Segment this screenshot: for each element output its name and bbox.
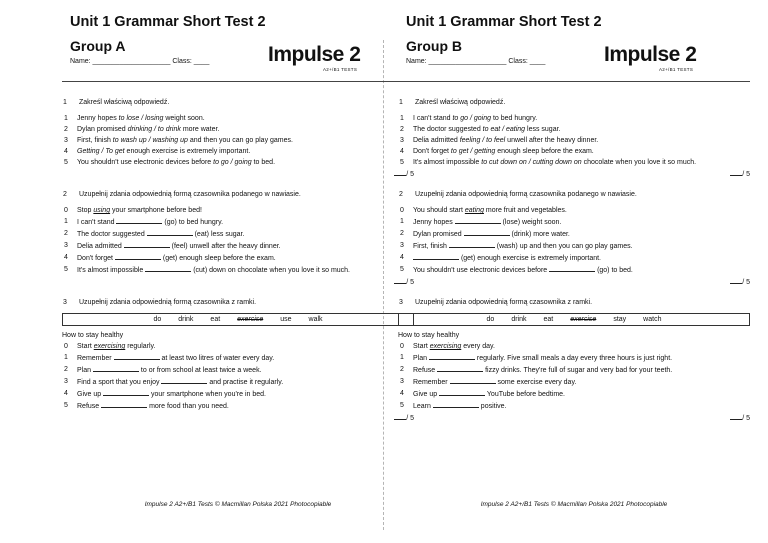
item-text-before: Start	[77, 343, 94, 350]
item-text	[77, 216, 414, 228]
item-number: 5	[64, 266, 68, 273]
question-item	[62, 352, 414, 364]
answer-options[interactable]: to go / going	[452, 115, 492, 122]
question-item	[62, 264, 414, 276]
task-1	[62, 97, 414, 180]
item-text-before: Remember	[77, 355, 114, 362]
unit-title: Unit 1 Grammar Short Test 2	[70, 14, 266, 30]
item-text-after: weight soon.	[163, 115, 205, 122]
item-text	[413, 400, 750, 412]
item-text	[413, 157, 750, 168]
item-text-before: Don't forget	[77, 255, 115, 262]
answer-options[interactable]: feeling / to feel	[459, 137, 506, 144]
item-text-before: You shouldn't use electronic devices before	[413, 267, 550, 274]
word-box-item: stay	[613, 316, 627, 323]
task-heading	[398, 97, 750, 108]
item-text-after: (go) to bed hungry.	[162, 219, 224, 226]
answer-blank[interactable]	[124, 240, 170, 248]
answer-options[interactable]: to eat / eating	[482, 126, 526, 133]
item-text-before: Delia admitted	[413, 137, 460, 144]
item-text	[413, 240, 750, 252]
item-text-after: (lose) weight soon.	[500, 219, 562, 226]
item-text	[77, 388, 414, 400]
score-max: / 5	[742, 415, 750, 422]
question-item	[398, 264, 750, 276]
item-text	[413, 341, 750, 352]
example-item	[398, 341, 750, 352]
item-text-after: (get) enough exercise is extremely important.	[459, 255, 602, 262]
item-text-after: more fruit and vegetables.	[483, 207, 567, 214]
item-text-after: YouTube before bedtime.	[485, 391, 565, 398]
item-text-after: (feel) unwell after the heavy dinner.	[169, 243, 281, 250]
name-class-line: Name: ____________________ Class: ____	[70, 58, 210, 65]
group-b-column	[398, 0, 750, 543]
task-number: 3	[63, 299, 67, 306]
item-number: 4	[400, 148, 404, 155]
question-item	[398, 388, 750, 400]
word-box-item: drink	[511, 316, 527, 323]
logo-subtitle: A2+/B1 TESTS	[323, 67, 358, 72]
item-text-before: Don't forget	[413, 148, 451, 155]
item-number: 1	[64, 115, 68, 122]
question-item	[62, 146, 414, 157]
logo-subtitle: A2+/B1 TESTS	[659, 67, 694, 72]
item-text	[77, 146, 414, 157]
question-item	[398, 400, 750, 412]
item-text	[413, 228, 750, 240]
item-text-before: Dylan promised	[413, 231, 464, 238]
answer-blank[interactable]	[429, 352, 475, 360]
question-item	[62, 135, 414, 146]
word-box-item: drink	[178, 316, 194, 323]
item-text	[77, 341, 414, 352]
item-number: 1	[64, 354, 68, 361]
task-heading	[62, 189, 414, 200]
task-1	[398, 97, 750, 180]
item-text-after: (eat) less sugar.	[192, 231, 245, 238]
task-3	[62, 297, 414, 424]
section-heading: How to stay healthy	[62, 332, 124, 339]
item-number: 5	[400, 402, 404, 409]
answer-options[interactable]: Getting / To get	[77, 148, 125, 155]
item-text-after: more food than you need.	[147, 403, 229, 410]
question-item	[398, 364, 750, 376]
item-number: 5	[64, 402, 68, 409]
item-text	[77, 157, 414, 168]
question-item	[62, 364, 414, 376]
question-item	[398, 157, 750, 168]
task-heading	[398, 189, 750, 200]
item-text-after: and then you can go play games.	[187, 137, 293, 144]
item-text-after: fizzy drinks. They're full of sugar and very bad for your teeth.	[483, 367, 673, 374]
item-number: 1	[400, 354, 404, 361]
example-item	[62, 341, 414, 352]
question-item	[62, 376, 414, 388]
item-text	[413, 146, 750, 157]
task-number: 2	[399, 191, 403, 198]
item-text	[77, 352, 414, 364]
question-item	[398, 146, 750, 157]
section-heading: How to stay healthy	[398, 332, 460, 339]
item-text-after: (cut) down on chocolate when you love it so much.	[191, 267, 351, 274]
item-text-before: Learn	[413, 403, 433, 410]
item-text	[413, 388, 750, 400]
answer-blank[interactable]	[161, 376, 207, 384]
item-text-after: (wash) up and then you can go play games.	[494, 243, 633, 250]
score-max: / 5	[742, 171, 750, 178]
item-text	[413, 376, 750, 388]
word-box-item: exercise	[237, 316, 264, 323]
logo-word: Impulse 2	[268, 43, 361, 66]
question-item	[62, 157, 414, 168]
answer-options[interactable]: to wash up / washing up	[112, 137, 188, 144]
item-number: 0	[400, 207, 404, 214]
item-text-before: Jenny hopes	[77, 115, 119, 122]
answer-options[interactable]: to cut down on / cutting down on	[481, 159, 582, 166]
question-item	[398, 352, 750, 364]
question-item	[398, 216, 750, 228]
item-text-before: Delia admitted	[77, 243, 124, 250]
item-number: 4	[64, 390, 68, 397]
example-item	[398, 205, 750, 216]
item-text-after: unwell after the heavy dinner.	[505, 137, 599, 144]
impulse-logo	[268, 44, 408, 78]
item-number: 2	[64, 230, 68, 237]
item-text-before: It's almost impossible	[77, 267, 146, 274]
item-number: 0	[64, 207, 68, 214]
item-text-after: some exercise every day.	[495, 379, 577, 386]
item-text-before: Give up	[77, 391, 104, 398]
item-text-after: positive.	[478, 403, 507, 410]
score-blank[interactable]	[730, 412, 742, 420]
word-box-item: walk	[308, 316, 323, 323]
word-box	[398, 313, 750, 326]
question-item	[62, 400, 414, 412]
task-instruction: Uzupełnij zdania odpowiednią formą czasownika z ramki.	[415, 299, 593, 306]
item-number: 5	[400, 266, 404, 273]
item-text	[413, 364, 750, 376]
item-text-before: Refuse	[413, 367, 438, 374]
group-a-column	[62, 0, 414, 543]
answer-options[interactable]: to lose / losing	[118, 115, 164, 122]
answer-blank[interactable]	[455, 216, 501, 224]
answer-blank[interactable]	[103, 388, 149, 396]
item-text-after: to bed hungry.	[491, 115, 538, 122]
item-text-before: You should start	[413, 207, 465, 214]
page-footer: Impulse 2 A2+/B1 Tests © Macmillan Polska 2021 Photocopiable	[144, 501, 332, 508]
question-item	[398, 135, 750, 146]
word-box-item: eat	[543, 316, 554, 323]
item-text	[77, 113, 414, 124]
question-item	[398, 252, 750, 264]
item-text	[413, 113, 750, 124]
item-number: 4	[64, 148, 68, 155]
item-text-before: First, finish	[77, 137, 113, 144]
task-score	[398, 276, 750, 288]
group-title: Group B	[406, 38, 462, 54]
example-answer: eating	[464, 207, 484, 214]
item-text	[413, 352, 750, 364]
item-text	[77, 228, 414, 240]
answer-blank[interactable]	[464, 228, 510, 236]
task-instruction: Zakreśl właściwą odpowiedź.	[79, 99, 170, 106]
item-text-before: Remember	[413, 379, 450, 386]
task-heading	[62, 97, 414, 108]
item-text-after: (go) to bed.	[595, 267, 633, 274]
score-blank[interactable]	[730, 276, 742, 284]
task-number: 3	[399, 299, 403, 306]
task-instruction: Uzupełnij zdania odpowiednią formą czasownika podanego w nawiasie.	[415, 191, 637, 198]
item-number: 2	[64, 126, 68, 133]
item-text-before: Plan	[413, 355, 429, 362]
task-score	[62, 276, 414, 288]
word-box-item: watch	[643, 316, 662, 323]
item-text	[413, 135, 750, 146]
item-text-after: at least two litres of water every day.	[159, 355, 275, 362]
task-score	[62, 168, 414, 180]
score-max: / 5	[406, 415, 414, 422]
item-number: 0	[64, 343, 68, 350]
item-text-after: to bed.	[251, 159, 276, 166]
item-text-after: (get) enough sleep before the exam.	[160, 255, 276, 262]
answer-options[interactable]: drinking / to drink	[127, 126, 181, 133]
item-text-after: more water.	[180, 126, 220, 133]
item-number: 3	[400, 242, 404, 249]
question-item	[398, 376, 750, 388]
item-text	[77, 252, 414, 264]
item-number: 3	[64, 137, 68, 144]
name-class-line: Name: ____________________ Class: ____	[406, 58, 546, 65]
item-number: 4	[400, 254, 404, 261]
item-text-before: I can't stand	[413, 115, 453, 122]
item-text	[77, 205, 414, 216]
item-text-before: Stop	[77, 207, 94, 214]
item-text-before: Start	[413, 343, 430, 350]
item-text	[413, 216, 750, 228]
answer-blank[interactable]	[439, 388, 485, 396]
score-max: / 5	[406, 279, 414, 286]
question-item	[62, 388, 414, 400]
item-text	[77, 376, 414, 388]
question-item	[398, 240, 750, 252]
item-text-before: You shouldn't use electronic devices before	[77, 159, 214, 166]
item-text-after: chocolate when you love it so much.	[581, 159, 697, 166]
item-number: 5	[64, 159, 68, 166]
answer-blank[interactable]	[114, 352, 160, 360]
answer-blank[interactable]	[93, 364, 139, 372]
item-text	[413, 124, 750, 135]
question-item	[62, 124, 414, 135]
task-2	[398, 189, 750, 288]
item-number: 4	[400, 390, 404, 397]
answer-blank[interactable]	[145, 264, 191, 272]
task-instruction: Zakreśl właściwą odpowiedź.	[415, 99, 506, 106]
answer-blank[interactable]	[115, 252, 161, 260]
item-text-after: and practise it regularly.	[207, 379, 284, 386]
item-number: 3	[64, 378, 68, 385]
item-text-after: your smartphone when you're in bed.	[149, 391, 266, 398]
word-box-item: eat	[210, 316, 221, 323]
item-number: 3	[400, 378, 404, 385]
item-text	[77, 364, 414, 376]
word-box-item: exercise	[570, 316, 597, 323]
task-score	[398, 412, 750, 424]
question-item	[398, 228, 750, 240]
question-item	[398, 124, 750, 135]
item-text-before: Find a sport that you enjoy	[77, 379, 162, 386]
item-text-before: It's almost impossible	[413, 159, 482, 166]
item-number: 1	[64, 218, 68, 225]
item-text-before: Plan	[77, 367, 93, 374]
task-heading	[62, 297, 414, 308]
item-number: 2	[400, 366, 404, 373]
logo-word: Impulse 2	[604, 43, 697, 66]
item-text-after: every day.	[461, 343, 495, 350]
score-max: / 5	[742, 279, 750, 286]
question-item	[62, 252, 414, 264]
item-number: 1	[400, 218, 404, 225]
word-box-item: use	[280, 316, 292, 323]
item-text-before: Jenny hopes	[413, 219, 455, 226]
task-2	[62, 189, 414, 288]
item-text	[413, 205, 750, 216]
task-instruction: Uzupełnij zdania odpowiednią formą czasownika z ramki.	[79, 299, 257, 306]
question-item	[398, 113, 750, 124]
item-text	[413, 252, 750, 264]
item-text-before: Dylan promised	[77, 126, 128, 133]
task-score	[398, 168, 750, 180]
question-item	[62, 216, 414, 228]
score-blank[interactable]	[730, 168, 742, 176]
page-footer: Impulse 2 A2+/B1 Tests © Macmillan Polska 2021 Photocopiable	[480, 501, 668, 508]
item-text-after: regularly.	[125, 343, 156, 350]
answer-blank[interactable]	[437, 364, 483, 372]
item-number: 1	[400, 115, 404, 122]
task-score	[62, 412, 414, 424]
task-heading	[398, 297, 750, 308]
item-text-before: I can't stand	[77, 219, 117, 226]
item-number: 0	[400, 343, 404, 350]
item-text-after: enough exercise is extremely important.	[124, 148, 251, 155]
header-rule	[398, 81, 750, 82]
answer-blank[interactable]	[101, 400, 147, 408]
example-answer: using	[93, 207, 111, 214]
item-number: 2	[400, 126, 404, 133]
word-box-item: do	[486, 316, 495, 323]
item-text-before: First, finish	[413, 243, 449, 250]
impulse-logo	[604, 44, 744, 78]
item-number: 2	[64, 366, 68, 373]
item-text	[77, 400, 414, 412]
item-number: 4	[64, 254, 68, 261]
item-text-before: The doctor suggested	[413, 126, 483, 133]
item-number: 2	[400, 230, 404, 237]
word-box-item: do	[153, 316, 162, 323]
answer-options[interactable]: to get / getting	[450, 148, 496, 155]
item-text	[77, 264, 414, 276]
item-text-after: enough sleep before the exam.	[495, 148, 594, 155]
item-text-after: your smartphone before bed!	[110, 207, 202, 214]
item-text	[77, 135, 414, 146]
item-text	[77, 240, 414, 252]
answer-blank[interactable]	[449, 240, 495, 248]
item-number: 3	[400, 137, 404, 144]
item-text-after: regularly. Five small meals a day every three hours is just right.	[474, 355, 673, 362]
item-text-before: The doctor suggested	[77, 231, 147, 238]
task-number: 1	[63, 99, 67, 106]
task-instruction: Uzupełnij zdania odpowiednią formą czasownika podanego w nawiasie.	[79, 191, 301, 198]
item-text-after: less sugar.	[525, 126, 561, 133]
task-number: 2	[63, 191, 67, 198]
item-text	[77, 124, 414, 135]
unit-title: Unit 1 Grammar Short Test 2	[406, 14, 602, 30]
answer-blank[interactable]	[147, 228, 193, 236]
question-item	[62, 240, 414, 252]
item-text-after: to or from school at least twice a week.	[138, 367, 262, 374]
item-number: 3	[64, 242, 68, 249]
test-content	[398, 97, 750, 424]
answer-blank[interactable]	[549, 264, 595, 272]
example-answer: exercising	[93, 343, 126, 350]
test-content	[62, 97, 414, 424]
answer-options[interactable]: to go / going	[213, 159, 252, 166]
answer-blank[interactable]	[413, 252, 459, 260]
score-max: / 5	[406, 171, 414, 178]
item-text-before: Refuse	[77, 403, 102, 410]
task-3	[398, 297, 750, 424]
item-number: 5	[400, 159, 404, 166]
word-box	[62, 313, 414, 326]
question-item	[62, 113, 414, 124]
task-number: 1	[399, 99, 403, 106]
header-rule	[62, 81, 414, 82]
answer-blank[interactable]	[450, 376, 496, 384]
group-title: Group A	[70, 38, 126, 54]
item-text-before: Give up	[413, 391, 440, 398]
question-item	[62, 228, 414, 240]
example-answer: exercising	[429, 343, 462, 350]
answer-blank[interactable]	[433, 400, 479, 408]
answer-blank[interactable]	[116, 216, 162, 224]
item-text	[413, 264, 750, 276]
example-item	[62, 205, 414, 216]
item-text-after: (drink) more water.	[509, 231, 570, 238]
